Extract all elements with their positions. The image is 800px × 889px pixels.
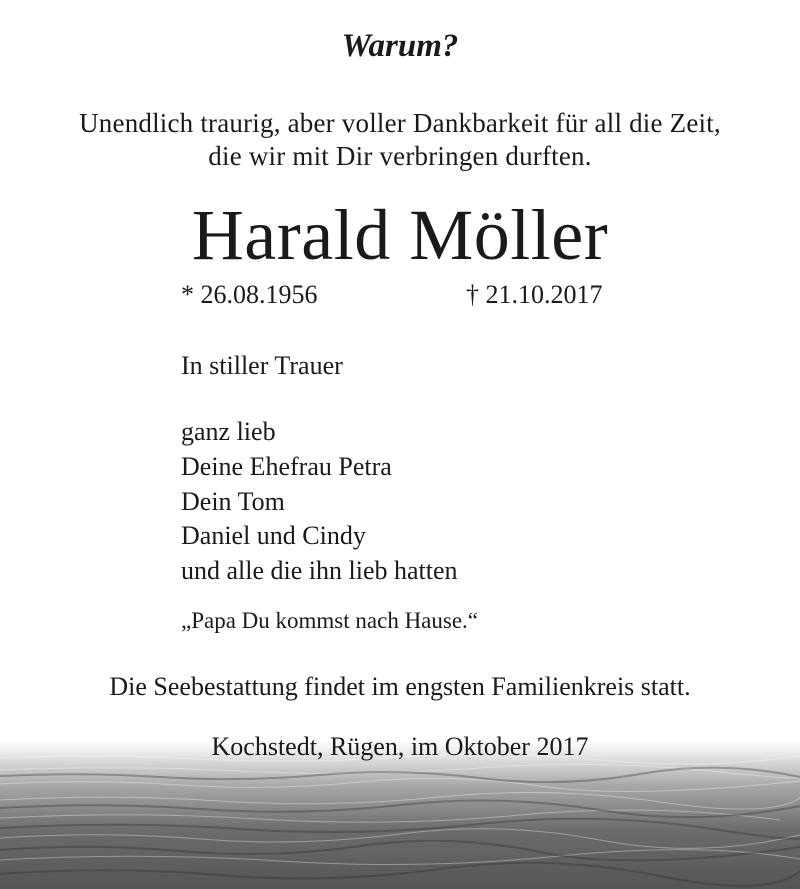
sea-image xyxy=(0,740,800,889)
place-and-date: Kochstedt, Rügen, im Oktober 2017 xyxy=(211,732,589,761)
death-date: † 21.10.2017 xyxy=(466,280,603,309)
sea-waves xyxy=(0,740,800,889)
intro-line-2: die wir mit Dir verbringen durften. xyxy=(208,141,592,171)
heading: Warum? xyxy=(341,28,459,64)
mourner-line: ganz lieb xyxy=(181,417,276,446)
mourner-line: Daniel und Cindy xyxy=(181,521,366,550)
mourner-line: Dein Tom xyxy=(181,487,285,516)
deceased-name: Harald Möller xyxy=(191,195,609,275)
mourner-line: und alle die ihn lieb hatten xyxy=(181,556,458,585)
mourner-line: Deine Ehefrau Petra xyxy=(181,452,392,481)
quote: „Papa Du kommst nach Hause.“ xyxy=(181,608,479,633)
birth-date: * 26.08.1956 xyxy=(181,280,318,309)
funeral-note: Die Seebestattung findet im engsten Familienkreis statt. xyxy=(109,672,691,701)
intro-line-1: Unendlich traurig, aber voller Dankbarkeit für all die Zeit, xyxy=(79,108,721,138)
mourning-line: In stiller Trauer xyxy=(181,351,343,380)
